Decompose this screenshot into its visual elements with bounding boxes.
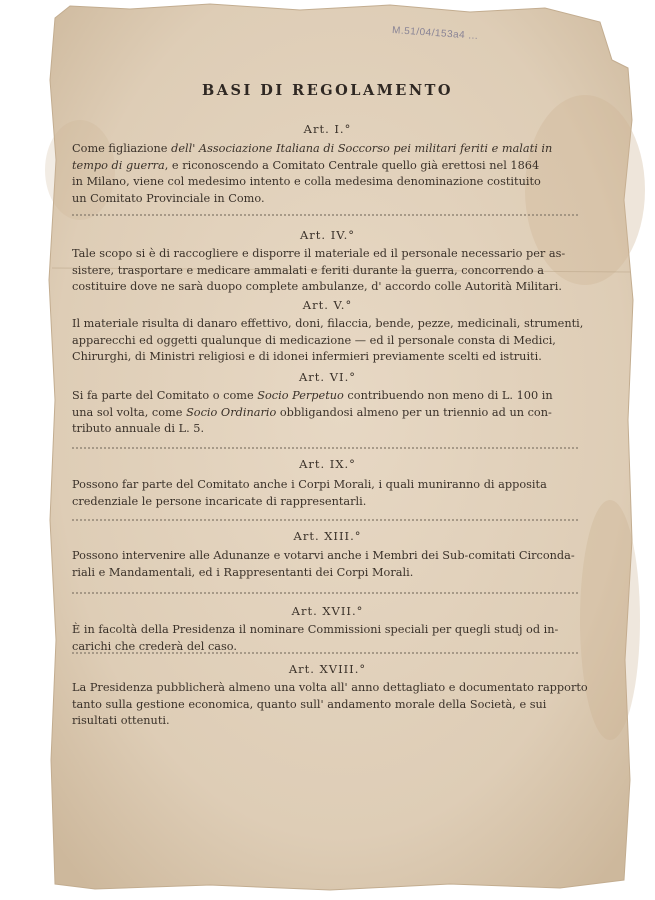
text-segment: Socio Ordinario bbox=[186, 405, 277, 419]
article-paragraph bbox=[72, 388, 578, 438]
paragraph-line bbox=[72, 477, 578, 494]
document-title: BASI DI REGOLAMENTO bbox=[201, 82, 454, 99]
paragraph-line bbox=[72, 333, 578, 350]
text-segment: Possono far parte del Comitato anche i Corpi Morali, i quali muniranno di apposita bbox=[72, 478, 547, 491]
text-segment: credenziale le persone incaricate di rappresentarli. bbox=[72, 494, 367, 508]
article-heading: Art. XIII.° bbox=[293, 529, 362, 543]
paragraph-line bbox=[72, 680, 588, 697]
text-segment: Si fa parte del Comitato o come bbox=[72, 389, 258, 402]
dotted-separator bbox=[72, 592, 578, 594]
paragraph-line bbox=[72, 494, 578, 511]
text-segment: in Milano, viene col medesimo intento e colla medesima denominazione costituito bbox=[72, 175, 541, 189]
text-segment: Come figliazione bbox=[72, 142, 172, 155]
paragraph-line bbox=[72, 141, 578, 158]
article-paragraph bbox=[72, 246, 578, 296]
paragraph-line bbox=[72, 158, 578, 175]
article-heading: Art. XVII.° bbox=[291, 604, 364, 618]
text-segment: contribuendo non meno di L. 100 in bbox=[343, 389, 553, 402]
paragraph-line bbox=[72, 174, 578, 191]
paragraph-line bbox=[72, 697, 578, 714]
article-heading: Art. XVIII.° bbox=[288, 662, 367, 676]
article-heading: Art. V.° bbox=[302, 298, 353, 312]
article-paragraph bbox=[72, 316, 584, 366]
text-segment: tributo annuale di L. 5. bbox=[72, 422, 205, 436]
text-segment: La Presidenza pubblicherà almeno una volta all' anno dettagliato e documentato rapporto bbox=[72, 681, 588, 694]
paragraph-line bbox=[72, 279, 578, 296]
text-segment: Tale scopo si è di raccogliere e disporre il materiale ed il personale necessario per as- bbox=[72, 247, 566, 260]
text-segment: dell' Associazione Italiana di Soccorso pei militari feriti e malati in bbox=[171, 142, 553, 155]
text-segment: obbligandosi almeno per un triennio ad un con- bbox=[276, 405, 552, 419]
dotted-separator bbox=[72, 214, 578, 216]
text-segment: sistere, trasportare e medicare ammalati e feriti durante la guerra, concorrendo a bbox=[72, 263, 544, 277]
text-segment: , e riconoscendo a Comitato Centrale quello già erettosi nel 1864 bbox=[164, 158, 540, 172]
text-segment: Socio Perpetuo bbox=[257, 389, 344, 402]
paragraph-line bbox=[72, 191, 578, 208]
paragraph-line bbox=[72, 246, 578, 263]
text-segment: Il materiale risulta di danaro effettivo, doni, filaccia, bende, pezze, medicinali, strumenti, bbox=[72, 317, 584, 330]
paragraph-line bbox=[72, 405, 578, 422]
text-segment: una sol volta, come bbox=[72, 405, 187, 419]
text-segment: Possono intervenire alle Adunanze e votarvi anche i Membri dei Sub-comitati Circonda- bbox=[72, 549, 575, 562]
text-segment: apparecchi ed oggetti qualunque di medicazione — ed il personale consta di Medici, bbox=[72, 333, 556, 347]
paragraph-line bbox=[72, 622, 578, 639]
text-segment: risultati ottenuti. bbox=[72, 714, 170, 728]
text-segment: un Comitato Provinciale in Como. bbox=[72, 191, 265, 205]
article-paragraph bbox=[72, 141, 578, 207]
article-heading: Art. I.° bbox=[303, 122, 352, 136]
dotted-separator bbox=[72, 447, 578, 449]
paragraph-line bbox=[72, 263, 578, 280]
article-paragraph bbox=[72, 548, 578, 581]
text-segment: tempo di guerra bbox=[72, 158, 165, 172]
text-segment: tanto sulla gestione economica, quanto sull' andamento morale della Società, e sui bbox=[72, 697, 547, 711]
paragraph-line bbox=[72, 548, 578, 565]
archive-pencil-mark: M.51/04/153a4 ... bbox=[391, 25, 479, 42]
article-paragraph bbox=[72, 680, 588, 730]
paragraph-line bbox=[72, 565, 578, 582]
paragraph-line bbox=[72, 316, 584, 333]
dotted-separator bbox=[72, 519, 578, 521]
paragraph-line bbox=[72, 421, 578, 438]
text-segment: carichi che crederà del caso. bbox=[72, 639, 237, 653]
paragraph-line bbox=[72, 388, 578, 405]
article-paragraph bbox=[72, 477, 578, 510]
paragraph-line bbox=[72, 713, 578, 730]
text-segment: costituire dove ne sarà duopo complete ambulanze, d' accordo colle Autorità Militari. bbox=[72, 280, 562, 294]
text-segment: Chirurghi, di Ministri religiosi e di idonei infermieri previamente scelti ed istruiti. bbox=[72, 350, 542, 364]
dotted-separator bbox=[72, 652, 578, 654]
text-segment: riali e Mandamentali, ed i Rappresentanti dei Corpi Morali. bbox=[72, 565, 414, 579]
article-heading: Art. VI.° bbox=[299, 370, 356, 384]
text-segment: È in facoltà della Presidenza il nominare Commissioni speciali per quegli studj od in- bbox=[72, 623, 559, 636]
paragraph-line bbox=[72, 349, 578, 366]
article-heading: Art. IX.° bbox=[299, 457, 356, 471]
article-heading: Art. IV.° bbox=[300, 228, 355, 242]
article-paragraph bbox=[72, 622, 578, 655]
